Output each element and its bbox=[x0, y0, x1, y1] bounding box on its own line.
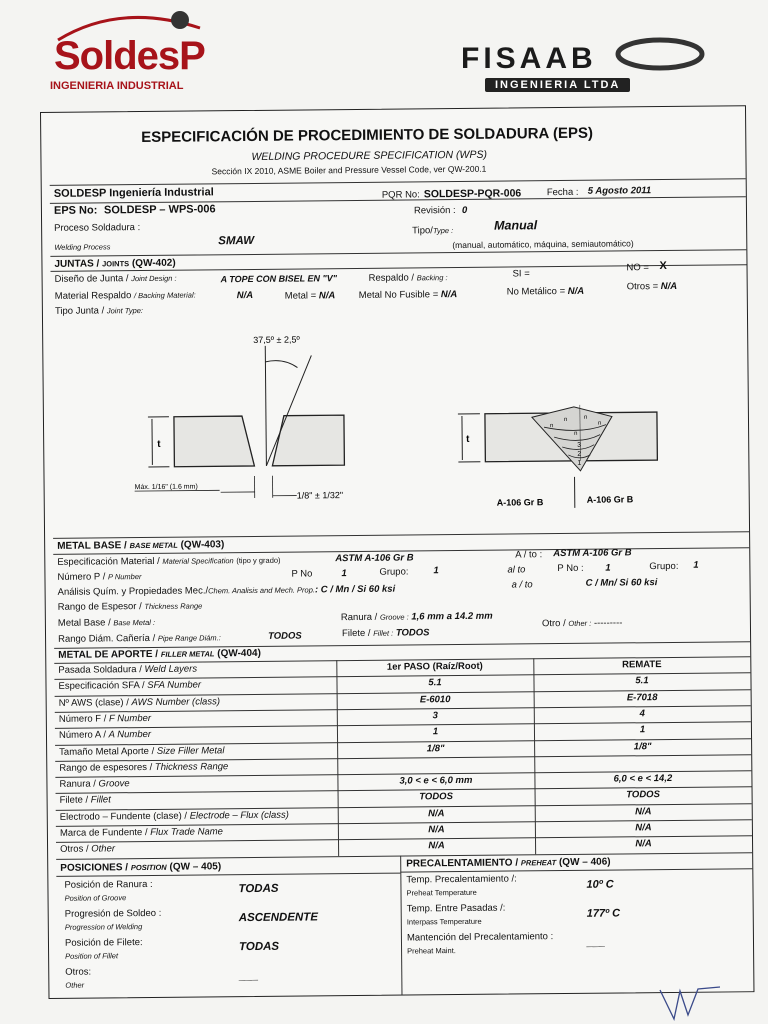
metal-base-label: Metal Base / bbox=[57, 617, 114, 629]
material-row bbox=[55, 290, 196, 303]
left-material: A-106 Gr B bbox=[496, 497, 544, 508]
right-material: A-106 Gr B bbox=[586, 494, 634, 505]
thickness-label: t bbox=[157, 438, 161, 450]
aporte-label-en: Electrode – Flux (class) bbox=[189, 809, 289, 822]
fisaab-sub: INGENIERIA LTDA bbox=[485, 78, 630, 92]
proceso-label: Proceso Soldadura : bbox=[54, 222, 141, 234]
wps-form bbox=[40, 105, 754, 999]
aporte-row-label bbox=[59, 745, 224, 759]
pos-value: ASCENDENTE bbox=[238, 911, 319, 925]
tipo-junta-en: Joint Type: bbox=[106, 306, 144, 316]
metal-value: N/A bbox=[318, 290, 336, 302]
rango-en: Thickness Range bbox=[144, 601, 203, 612]
soldesp-sub: INGENIERIA INDUSTRIAL bbox=[50, 80, 184, 92]
no-label: NO = bbox=[626, 262, 650, 274]
eps-value: SOLDESP – WPS-006 bbox=[103, 203, 216, 217]
pre-label: Temp. Entre Pasadas /: bbox=[406, 902, 506, 915]
centerline bbox=[265, 346, 266, 466]
diam-en: Pipe Range Diám.: bbox=[157, 633, 221, 643]
metal-base-header bbox=[57, 539, 224, 553]
aporte-label: Número F / bbox=[58, 713, 110, 725]
material-en: / Backing Material: bbox=[133, 290, 196, 301]
ranura-label: Ranura / bbox=[340, 611, 380, 624]
analisis-value2: C / Mn/ Si 60 ksi bbox=[585, 577, 658, 589]
p-no-label: P No bbox=[291, 568, 313, 580]
ranura-en: Groove : bbox=[379, 612, 409, 622]
no-metalico-value: N/A bbox=[567, 285, 585, 297]
metal-base-title-en: BASE METAL bbox=[129, 540, 178, 551]
grupo2-label: Grupo: bbox=[649, 560, 679, 573]
analisis-value: : C / Mn / Si 60 ksi bbox=[314, 583, 396, 596]
tipo-label bbox=[412, 225, 453, 237]
aporte-value-root: E-6010 bbox=[419, 693, 451, 705]
pos-label-en: Position of Groove bbox=[64, 893, 127, 903]
tipo-label-en: Type : bbox=[432, 226, 454, 236]
aporte-value-remate: 5.1 bbox=[635, 675, 649, 687]
proceso-value: SMAW bbox=[218, 234, 255, 248]
aporte-value-remate: 4 bbox=[639, 708, 645, 720]
divider bbox=[50, 249, 746, 257]
aporte-value-root: 1er PASO (Raíz/Root) bbox=[386, 660, 483, 673]
joint-diagram bbox=[43, 311, 749, 533]
aporte-value-root: 5.1 bbox=[428, 677, 442, 689]
otro-value: --------- bbox=[593, 617, 623, 629]
analisis-en: Chem. Analisis and Mech. Prop. bbox=[208, 585, 315, 596]
aporte-row-label bbox=[58, 680, 201, 693]
aporte-value-remate: REMATE bbox=[622, 659, 662, 671]
pos-label-en: Other bbox=[65, 980, 85, 990]
metal-base-code: (QW-403) bbox=[180, 539, 225, 551]
pre-label-en: Preheat Maint. bbox=[407, 946, 456, 956]
pre-title: PRECALENTAMIENTO / bbox=[406, 857, 521, 870]
divider bbox=[56, 852, 752, 860]
aporte-value-root: N/A bbox=[428, 824, 445, 836]
pass-label: n bbox=[583, 414, 588, 421]
pre-label-en: Interpass Temperature bbox=[406, 916, 482, 927]
aporte-label: Rango de espesores / bbox=[59, 761, 155, 774]
grupo-label: Grupo: bbox=[379, 566, 409, 578]
aporte-value-remate: N/A bbox=[635, 805, 652, 818]
a-to-value: ASTM A-106 Gr B bbox=[553, 547, 632, 560]
pre-label: Mantención del Precalentamiento : bbox=[406, 931, 554, 944]
espec-note: (tipo y grado) bbox=[236, 555, 281, 566]
pos-label-en: Progression of Welding bbox=[64, 922, 143, 932]
aporte-label-en: Fillet bbox=[90, 794, 111, 806]
a-to-label: A / to : bbox=[515, 549, 543, 561]
aporte-row-label bbox=[60, 844, 115, 857]
aporte-value-root: N/A bbox=[428, 807, 445, 819]
pos-title: POSICIONES / bbox=[60, 862, 131, 874]
pos-label: Posición de Ranura : bbox=[64, 878, 153, 891]
aporte-label-en: SFA Number bbox=[147, 679, 202, 692]
aporte-label: Marca de Fundente / bbox=[59, 826, 151, 839]
pass-label: 3 bbox=[577, 441, 582, 449]
aporte-label: Filete / bbox=[59, 794, 91, 807]
pos-label: Progresión de Soldeo : bbox=[64, 907, 162, 920]
aporte-label: Pasada Soldadura / bbox=[58, 664, 145, 676]
pre-label-en: Preheat Temperature bbox=[406, 887, 477, 898]
ranura-value: 1,6 mm a 14.2 mm bbox=[411, 610, 493, 623]
max-gap-label: Máx. 1/16" (1.6 mm) bbox=[134, 483, 198, 492]
left-plate bbox=[174, 416, 254, 467]
diam-label: Rango Diám. Cañería / bbox=[58, 632, 158, 645]
aporte-row-label bbox=[60, 809, 289, 823]
aporte-label-en: Thickness Range bbox=[154, 761, 229, 773]
diseno-label: Diseño de Junta / bbox=[54, 273, 132, 285]
aporte-row-label bbox=[59, 729, 151, 742]
code-line: Sección IX 2010, ASME Boiler and Pressure Vessel Code, ver QW-200.1 bbox=[211, 163, 487, 177]
signature bbox=[650, 985, 740, 1024]
tipo-options: (manual, automático, máquina, semiautomático) bbox=[452, 238, 634, 251]
aporte-value-root: 1/8" bbox=[426, 742, 445, 754]
pass-label: n bbox=[574, 430, 578, 437]
metal-base-title: METAL BASE / bbox=[57, 540, 130, 552]
pqr-value: SOLDESP-PQR-006 bbox=[423, 187, 522, 201]
p-no-value: 1 bbox=[341, 568, 347, 580]
otros-value: N/A bbox=[660, 280, 678, 293]
respaldo-row bbox=[369, 272, 448, 285]
soldesp-logo bbox=[50, 6, 210, 101]
aporte-label: Tamaño Metal Aporte / bbox=[59, 745, 157, 758]
aporte-label-en: Flux Trade Name bbox=[150, 826, 223, 838]
pos-value: ___ bbox=[239, 969, 259, 983]
form-title: ESPECIFICACIÓN DE PROCEDIMIENTO DE SOLDADURA (EPS) bbox=[141, 124, 594, 147]
espec-label: Especificación Material / bbox=[57, 555, 163, 568]
otro-en: Other : bbox=[568, 618, 592, 628]
aporte-label: Otros / bbox=[60, 843, 92, 856]
p-no2-value: 1 bbox=[605, 562, 611, 574]
form-subtitle: WELDING PROCEDURE SPECIFICATION (WPS) bbox=[251, 148, 487, 163]
fecha-label: Fecha : bbox=[546, 186, 579, 199]
revision-value: 0 bbox=[461, 204, 468, 216]
respaldo-en: Backing : bbox=[416, 273, 448, 283]
tipo-value: Manual bbox=[494, 218, 538, 233]
aporte-row-label bbox=[59, 761, 228, 775]
espec-value: ASTM A-106 Gr B bbox=[335, 552, 414, 565]
pass-label: 1 bbox=[577, 459, 582, 467]
aporte-row-label bbox=[58, 664, 197, 677]
aporte-value-remate: E-7018 bbox=[626, 691, 658, 703]
no-value: X bbox=[659, 259, 667, 273]
pre-header bbox=[406, 857, 610, 871]
aporte-value-root: 3,0 < e < 6,0 mm bbox=[399, 774, 473, 787]
si-label: SI = bbox=[512, 268, 530, 280]
aporte-title: METAL DE APORTE / bbox=[58, 648, 161, 661]
grupo2-value: 1 bbox=[693, 559, 699, 571]
numero-p-label: Número P / bbox=[57, 571, 109, 583]
al-to: al to bbox=[507, 564, 526, 576]
pre-code: (QW – 406) bbox=[558, 856, 611, 869]
aporte-value-remate: N/A bbox=[635, 822, 652, 834]
analisis-label: Análisis Quím. y Propiedades Mec./ bbox=[57, 585, 209, 598]
tipo-junta-label: Tipo Junta / bbox=[54, 305, 107, 317]
proceso-en: Welding Process bbox=[54, 242, 111, 252]
metal-nf-label: Metal No Fusible = bbox=[358, 289, 441, 301]
aporte-label-en: Size Filler Metal bbox=[156, 744, 225, 757]
filete-value: TODOS bbox=[395, 627, 430, 639]
aporte-label: Ranura / bbox=[59, 778, 99, 790]
aporte-label: Número A / bbox=[58, 729, 109, 742]
pass-label: n bbox=[597, 420, 602, 427]
aporte-row-label bbox=[59, 713, 151, 726]
gap-label: 1/8" ± 1/32" bbox=[296, 490, 344, 501]
company: SOLDESP Ingeniería Industrial bbox=[53, 186, 214, 200]
tipo-junta-row bbox=[55, 305, 143, 318]
aporte-row-label bbox=[60, 795, 111, 807]
revision-label: Revisión : bbox=[413, 205, 456, 217]
diseno-value: A TOPE CON BISEL EN "V" bbox=[220, 273, 338, 285]
pos-code: (QW – 405) bbox=[169, 861, 222, 873]
pre-label: Temp. Precalentamiento /: bbox=[406, 873, 517, 886]
aporte-header bbox=[58, 648, 261, 662]
pos-value: TODAS bbox=[238, 882, 279, 896]
pos-header bbox=[60, 861, 221, 875]
numero-p-en: P Number bbox=[107, 572, 142, 582]
aporte-value-remate: 1/8" bbox=[633, 740, 652, 752]
pos-label-en: Position of Fillet bbox=[65, 951, 119, 961]
soldesp-brand: SoldesP bbox=[54, 34, 205, 78]
pqr-label: PQR No: bbox=[381, 189, 420, 201]
grupo-value: 1 bbox=[433, 565, 439, 577]
pre-value: 10º C bbox=[586, 878, 614, 891]
juntas-title-en: JOINTS bbox=[102, 259, 130, 269]
rango-label: Rango de Espesor / bbox=[57, 601, 145, 613]
pass-label: 2 bbox=[577, 450, 582, 458]
otro-label: Otro / bbox=[541, 617, 569, 630]
no-metalico-label: No Metálico = bbox=[506, 285, 568, 298]
pass-label: n bbox=[550, 423, 554, 430]
aporte-label-en: F Number bbox=[108, 712, 152, 725]
filete-en: Fillet : bbox=[373, 628, 394, 638]
eps-label: EPS No: bbox=[53, 204, 98, 217]
espec-en: Material Specification bbox=[162, 556, 234, 566]
aporte-label: Especificación SFA / bbox=[58, 680, 148, 693]
pos-title-en: POSITION bbox=[130, 862, 167, 873]
pos-label: Otros: bbox=[65, 966, 92, 978]
p-no2-label: P No : bbox=[557, 562, 584, 575]
aporte-label-en: AWS Number (class) bbox=[131, 695, 221, 708]
aporte-value-remate: N/A bbox=[635, 838, 652, 850]
aporte-row-label bbox=[59, 778, 129, 791]
aporte-label: Nº AWS (clase) / bbox=[58, 696, 132, 709]
filete-label: Filete / bbox=[341, 627, 374, 640]
angle-arc-icon bbox=[265, 360, 297, 367]
metal-base-en: Base Metal : bbox=[113, 617, 156, 628]
aporte-value-root: TODOS bbox=[419, 791, 453, 803]
otros-label: Otros = bbox=[626, 281, 661, 293]
metal-nf-value: N/A bbox=[440, 289, 458, 301]
pos-label: Posición de Filete: bbox=[64, 937, 143, 949]
aporte-label-en: Groove bbox=[98, 778, 130, 790]
divider bbox=[53, 531, 749, 539]
aporte-value-remate: 1 bbox=[639, 724, 646, 736]
aporte-label: Electrodo – Fundente (clase) / bbox=[59, 810, 190, 823]
pos-value: TODAS bbox=[238, 940, 280, 954]
juntas-code: (QW-402) bbox=[131, 257, 176, 270]
pre-value: ___ bbox=[586, 936, 606, 949]
aporte-label-en: Weld Layers bbox=[144, 663, 198, 676]
aporte-code: (QW-404) bbox=[217, 647, 261, 660]
diseno-en: Joint Design : bbox=[131, 273, 177, 284]
material-label: Material Respaldo bbox=[54, 290, 135, 302]
fisaab-logo bbox=[455, 28, 715, 98]
aporte-row-label bbox=[59, 696, 220, 710]
metal-label: Metal = bbox=[284, 290, 319, 302]
a-to2: a / to bbox=[511, 579, 533, 591]
diam-value: TODOS bbox=[267, 630, 302, 642]
aporte-title-en: FILLER METAL bbox=[160, 649, 215, 659]
aporte-value-remate: 6,0 < e < 14,2 bbox=[613, 773, 673, 785]
thickness-label: t bbox=[466, 433, 470, 445]
juntas-title: JUNTAS / bbox=[54, 258, 103, 270]
tipo-label-es: Tipo/ bbox=[412, 225, 433, 237]
aporte-label-en: Other bbox=[91, 843, 116, 855]
aporte-value-root: 3 bbox=[432, 710, 439, 722]
fisaab-brand: FISAAB bbox=[461, 42, 597, 75]
pre-title-en: PREHEAT bbox=[520, 858, 557, 868]
aporte-label-en: A Number bbox=[108, 729, 152, 741]
aporte-value-remate: TODOS bbox=[626, 789, 660, 801]
right-plate bbox=[272, 415, 344, 466]
aporte-value-root: 1 bbox=[432, 726, 439, 738]
pass-label: n bbox=[563, 416, 568, 423]
respaldo-label: Respaldo / bbox=[368, 272, 417, 284]
col-divider bbox=[400, 856, 402, 995]
angle-label: 37,5º ± 2,5º bbox=[253, 334, 300, 345]
logo-ring-icon bbox=[605, 28, 705, 78]
diseno-row bbox=[55, 273, 177, 286]
aporte-row-label bbox=[60, 826, 223, 840]
fecha-value: 5 Agosto 2011 bbox=[587, 185, 652, 197]
pre-value: 177º C bbox=[586, 907, 621, 920]
material-value: N/A bbox=[236, 289, 254, 302]
aporte-value-root: N/A bbox=[428, 840, 445, 852]
